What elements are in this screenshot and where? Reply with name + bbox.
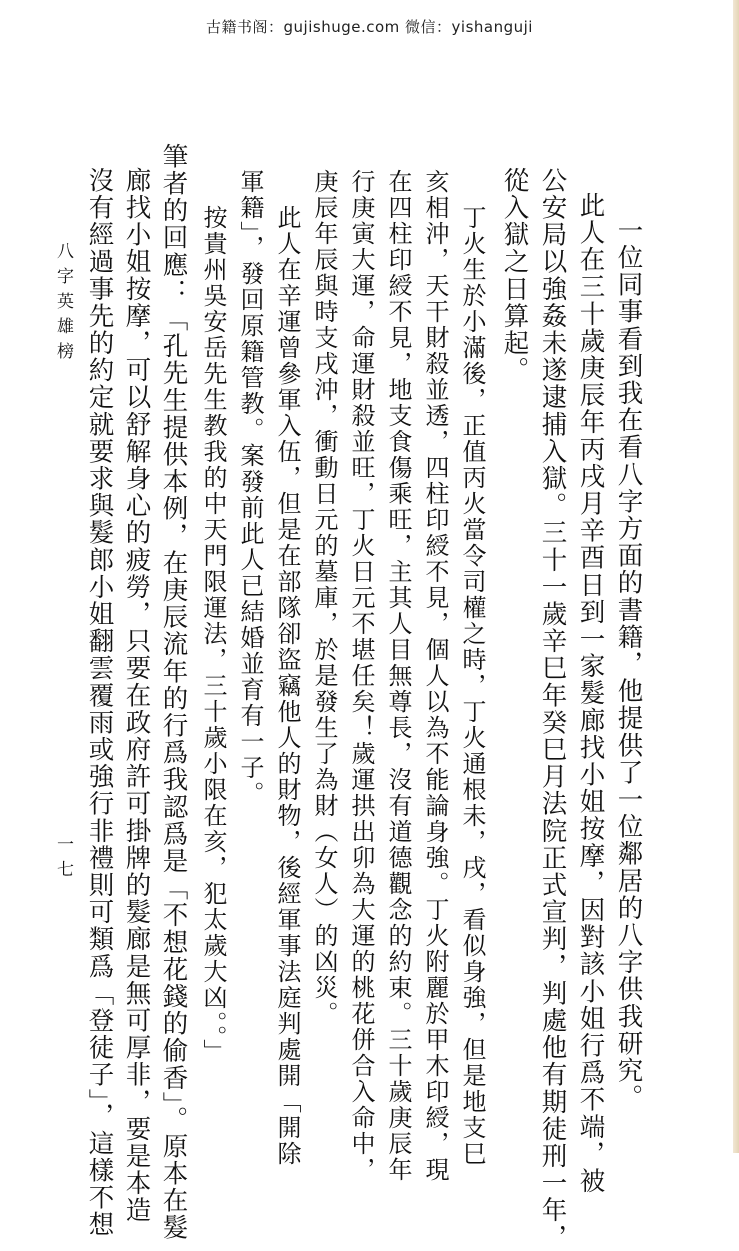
scan-edge — [733, 0, 739, 1153]
book-title: 八字英雄榜 — [53, 242, 73, 367]
text-line: 丁火生於小滿後，正值丙火當令司權之時，丁火通根未，戌，看似身強，但是地支巳 — [458, 205, 486, 1167]
text-line: 筆者的回應：「孔先生提供本例，在庚辰流年的行爲我認爲是「不想花錢的偷香」。原本在髮 — [158, 143, 189, 1242]
text-line: 庚辰年辰與時支戌沖，衝動日元的墓庫，於是發生了為財（女人）的凶災。 — [310, 169, 338, 1027]
text-line: 公安局以強姦未遂逮捕入獄。三十一歲辛巳年癸巳月法院正式宣判，判處他有期徒刑一年， — [537, 167, 568, 1251]
text-line: 按貴州吳安岳先生教我的中天門限運法，三十歲小限在亥，犯太歲大凶。。」 — [199, 205, 227, 1065]
watermark: 古籍书阁：gujishuge.com 微信：yishanguji — [206, 18, 533, 36]
page-number: 一七 — [53, 835, 73, 885]
text-line: 軍籍」，發回原籍管教。案發前此人已結婚並育有一子。 — [236, 169, 264, 807]
text-line: 行庚寅大運，命運財殺並旺，丁火日元不堪任矣！歲運拱出卯為大運的桃花併合入命中， — [347, 169, 375, 1183]
text-line: 此人在三十歲庚辰年丙戌月辛酉日到一家髮廊找小姐按摩，因對該小姐行爲不端，被 — [575, 192, 606, 1195]
text-line: 一位同事看到我在看八字方面的書籍，他提供了一位鄰居的八字供我研究。 — [613, 217, 644, 1112]
text-line: 亥相沖，天干財殺並透，四柱印綬不見，個人以為不能論身強。丁火附麗於甲木印綬，現 — [421, 169, 449, 1183]
text-line: 從入獄之日算起。 — [499, 167, 530, 384]
body-text — [84, 143, 650, 1251]
text-line: 沒有經過事先的約定就要求與髮郎小姐翻雲覆雨或強行非禮則可類爲「登徒子」，這樣不想 — [84, 167, 115, 1239]
text-line: 在四柱印綬不見，地支食傷乘旺，主其人目無尊長，沒有道德觀念的約束。三十歲庚辰年 — [384, 169, 412, 1183]
text-line: 廊找小姐按摩，可以舒解身心的疲勞，只要在政府許可掛牌的髮廊是無可厚非，要是本造 — [121, 167, 152, 1224]
text-line: 此人在辛運曾參軍入伍，但是在部隊卻盜竊他人的財物，後經軍事法庭判處開「開除 — [273, 205, 301, 1167]
